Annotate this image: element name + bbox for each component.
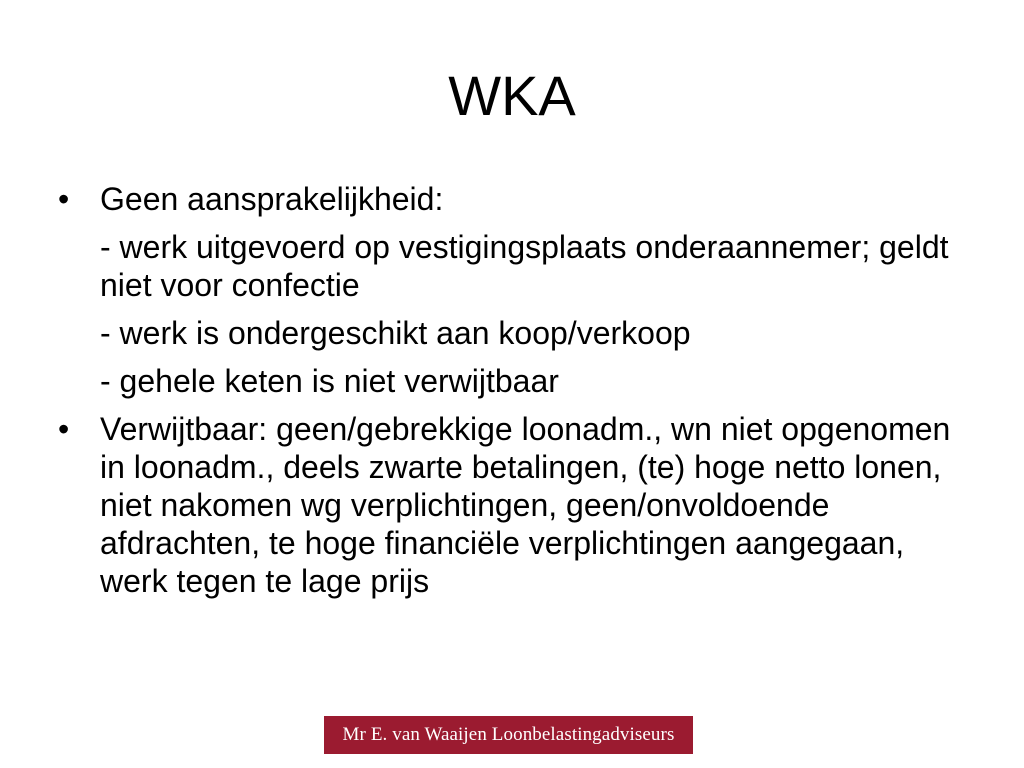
bullet-item xyxy=(58,410,958,600)
slide-title: WKA xyxy=(448,64,576,127)
footer-banner-text: Mr E. van Waaijen Loonbelastingadviseurs xyxy=(342,724,675,745)
sub-line: - werk uitgevoerd op vestigingsplaats onderaannemer; geldt niet voor confectie xyxy=(100,229,949,303)
bullet-text: Verwijtbaar: geen/gebrekkige loonadm., wn niet opgenomen in loonadm., deels zwarte betalingen, (te) hoge netto lonen, niet nakomen wg verplichtingen, geen/onvoldoende afdrachten, te hoge financiële verplichtingen aangegaan, werk tegen te lage prijs xyxy=(100,411,951,599)
bullet-dot-icon: • xyxy=(58,181,70,217)
bullet-dot-icon: • xyxy=(58,411,70,447)
footer-banner xyxy=(324,716,693,754)
sub-line: - werk is ondergeschikt aan koop/verkoop xyxy=(100,315,691,351)
bullet-text: Geen aansprakelijkheid: xyxy=(100,181,444,217)
bullet-item xyxy=(58,180,958,218)
slide-content xyxy=(58,180,958,600)
sub-line: - gehele keten is niet verwijtbaar xyxy=(100,363,559,399)
